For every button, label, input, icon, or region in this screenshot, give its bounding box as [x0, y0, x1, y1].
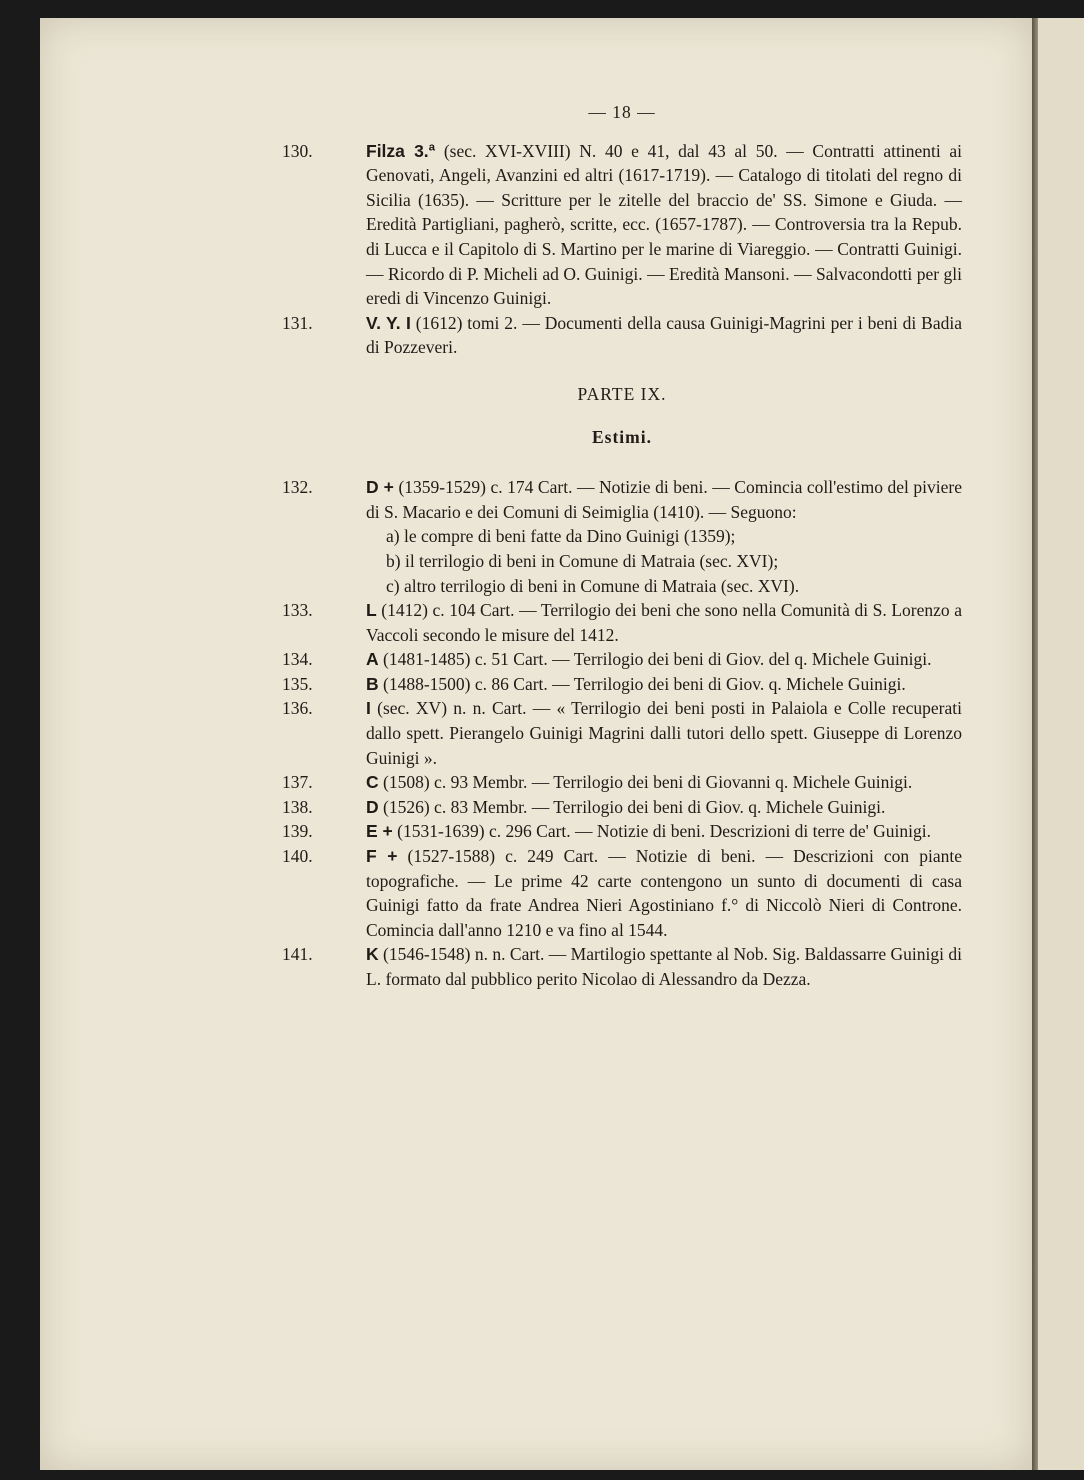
- entry-signature: V. Y. I: [366, 312, 411, 333]
- entry-text: (1612) tomi 2. — Documenti della causa Guinigi-Magrini per i beni di Badia di Pozzeveri.: [366, 312, 962, 358]
- entry-140: [282, 844, 962, 942]
- entry-signature: D +: [366, 477, 394, 498]
- page-text: [282, 100, 962, 992]
- entry-text: (1546-1548) n. n. Cart. — Martilogio spettante al Nob. Sig. Baldassarre Guinigi di L. formato dal pubblico perito Nicolao di Alessandro da Dezza.: [366, 944, 962, 989]
- entry-signature: A: [366, 649, 379, 670]
- entry-number: 133.: [282, 600, 313, 621]
- entry-text: (1488-1500) c. 86 Cart. — Terrilogio dei beni di Giov. q. Michele Guinigi.: [383, 673, 906, 694]
- entry-number: 136.: [282, 698, 313, 719]
- section-title: Estimi.: [592, 426, 652, 447]
- entry-signature: F +: [366, 846, 398, 867]
- entry-133: [282, 598, 962, 647]
- entry-131: [282, 311, 962, 360]
- entry-signature: Filza 3.ª: [366, 140, 436, 161]
- entry-text: (1527-1588) c. 249 Cart. — Notizie di beni. — Descrizioni con piante topografiche. — Le prime 42 carte contengono un sunto di documenti di casa Guinigi fatto da frate Andrea Nieri Agostiniano f.° di Niccolò Nieri di Controne. Comincia dall'anno 1210 e va fino al 1544.: [366, 846, 962, 940]
- adjacent-page-edge: [1038, 18, 1084, 1470]
- entry-text: (1526) c. 83 Membr. — Terrilogio dei beni di Giov. q. Michele Guinigi.: [383, 796, 886, 817]
- entry-number: 135.: [282, 673, 313, 694]
- entry-signature: C: [366, 772, 379, 793]
- entry-text: (1481-1485) c. 51 Cart. — Terrilogio dei beni di Giov. del q. Michele Guinigi.: [383, 649, 932, 670]
- part-title: PARTE IX.: [577, 383, 667, 404]
- entry-signature: B: [366, 673, 379, 694]
- entry-text: (sec. XV) n. n. Cart. — « Terrilogio dei beni posti in Palaiola e Colle recuperati dallo spett. Pierangelo Guinigi Magrini dalli tutori dello spett. Giuseppe di Lorenzo Guinigi ».: [366, 698, 962, 768]
- entry-text: (1531-1639) c. 296 Cart. — Notizie di beni. Descrizioni di terre de' Guinigi.: [397, 821, 931, 842]
- entry-number: 141.: [282, 944, 313, 965]
- entry-signature: D: [366, 796, 379, 817]
- entry-132-item-b: b) il terrilogio di beni in Comune di Matraia (sec. XVI);: [386, 550, 779, 571]
- entry-number: 138.: [282, 796, 313, 817]
- entry-number: 132.: [282, 477, 313, 498]
- entry-text: (1412) c. 104 Cart. — Terrilogio dei beni che sono nella Comunità di S. Lorenzo a Vaccoli secondo le misure del 1412.: [366, 600, 963, 645]
- entry-number: 139.: [282, 821, 313, 842]
- entry-139: [282, 819, 962, 844]
- entry-134: [282, 647, 962, 672]
- entry-number: 137.: [282, 772, 313, 793]
- page-number: — 18 —: [588, 102, 656, 122]
- entry-signature: L: [366, 600, 377, 621]
- entry-135: [282, 672, 962, 697]
- entry-signature: E +: [366, 821, 393, 842]
- entry-132-item-a: a) le compre di beni fatte da Dino Guinigi (1359);: [386, 526, 736, 547]
- entry-132: [282, 475, 962, 524]
- entry-text: (sec. XVI-XVIII) N. 40 e 41, dal 43 al 50. — Contratti attinenti ai Genovati, Angeli, Avanzini ed altri (1617-1719). — Catalogo di titolati del regno di Sicilia (1635). — Scritture per le zitelle del braccio de' SS. Simone e Giuda. — Eredità Partigliani, pagherò, scritte, ecc. (1657-1787). — Controversia tra la Repub. di Lucca e il Capitolo di S. Martino per le marine di Viareggio. — Contratti Guinigi. — Ricordo di P. Micheli ad O. Guinigi. — Eredità Mansoni. — Salvacondotti per gli eredi di Vincenzo Guinigi.: [366, 140, 962, 309]
- entry-number: 140.: [282, 846, 313, 867]
- entry-132-item-c: c) altro terrilogio di beni in Comune di Matraia (sec. XVI).: [386, 575, 800, 596]
- entry-number: 130.: [282, 140, 313, 161]
- entry-number: 134.: [282, 649, 313, 670]
- entry-130: [282, 139, 962, 311]
- entry-text: (1359-1529) c. 174 Cart. — Notizie di beni. — Comincia coll'estimo del piviere di S. Macario e dei Comuni di Seimiglia (1410). — Seguono:: [366, 477, 962, 522]
- entry-137: [282, 770, 962, 795]
- entry-text: (1508) c. 93 Membr. — Terrilogio dei beni di Giovanni q. Michele Guinigi.: [383, 772, 913, 793]
- entry-number: 131.: [282, 312, 313, 333]
- entry-136: [282, 696, 962, 770]
- entry-141: [282, 942, 962, 991]
- entry-138: [282, 795, 962, 820]
- entry-signature: I: [366, 698, 371, 719]
- entry-signature: K: [366, 944, 379, 965]
